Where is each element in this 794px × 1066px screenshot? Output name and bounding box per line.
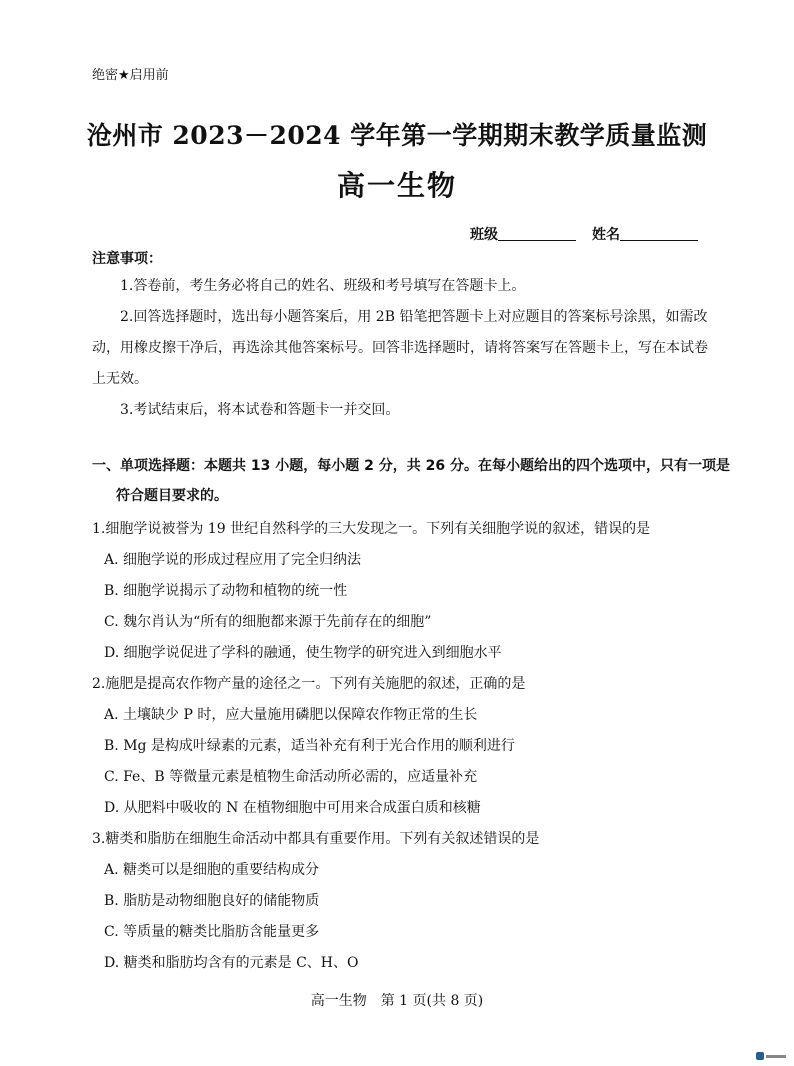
- question-3-option-b: B. 脂肪是动物细胞良好的储能物质: [104, 893, 320, 909]
- question-1-stem: 1.细胞学说被誉为 19 世纪自然科学的三大发现之一。下列有关细胞学说的叙述，错误的是: [92, 521, 651, 537]
- class-label: 班级: [470, 227, 498, 243]
- question-2-option-c: C. Fe、B 等微量元素是植物生命活动所必需的，应适量补充: [104, 769, 478, 785]
- question-1-option-d: D. 细胞学说促进了学科的融通，使生物学的研究进入到细胞水平: [104, 645, 502, 661]
- question-1-option-c: C. 魏尔肖认为“所有的细胞都来源于先前存在的细胞”: [104, 614, 432, 630]
- question-1-option-b: B. 细胞学说揭示了动物和植物的统一性: [104, 583, 348, 599]
- logo-mark: [756, 1052, 764, 1060]
- section-heading: 一、单项选择题：本题共 13 小题，每小题 2 分，共 26 分。在每小题给出的四个选项中，只有一项是符合题目要求的。: [92, 458, 730, 504]
- question-3-option-a: A. 糖类可以是细胞的重要结构成分: [104, 862, 320, 878]
- question-2-option-d: D. 从肥料中吸收的 N 在植物细胞中可用来合成蛋白质和核糖: [104, 800, 481, 816]
- secret-label: 绝密★启用前: [92, 68, 169, 83]
- exam-subject: 高一生物: [336, 169, 457, 202]
- logo-text-bar: [766, 1055, 786, 1058]
- notice-item-3: 3.考试结束后，将本试卷和答题卡一并交回。: [120, 402, 400, 418]
- class-blank[interactable]: [498, 226, 576, 241]
- notice-title: 注意事项：: [92, 251, 162, 267]
- notice-item-1: 1.答卷前，考生务必将自己的姓名、班级和考号填写在答题卡上。: [120, 278, 526, 294]
- question-1-option-a: A. 细胞学说的形成过程应用了完全归纳法: [104, 552, 362, 568]
- question-3-stem: 3.糖类和脂肪在细胞生命活动中都具有重要作用。下列有关叙述错误的是: [92, 831, 540, 847]
- notice-item-2: 2.回答选择题时，选出每小题答案后，用 2B 铅笔把答题卡上对应题目的答案标号涂黑，如需改动，用橡皮擦干净后，再选涂其他答案标号。回答非选择题时，请将答案写在答题卡上，写在本试卷上无效。: [92, 309, 708, 387]
- student-info-fields: [470, 224, 698, 244]
- name-blank[interactable]: [620, 226, 698, 241]
- question-2-option-b: B. Mg 是构成叶绿素的元素，适当补充有利于光合作用的顺利进行: [104, 738, 515, 754]
- question-3-option-d: D. 糖类和脂肪均含有的元素是 C、H、O: [104, 955, 359, 971]
- exam-title: 沧州市 2023－2024 学年第一学期期末教学质量监测: [86, 121, 708, 150]
- question-2-option-a: A. 土壤缺少 P 时，应大量施用磷肥以保障农作物正常的生长: [104, 707, 478, 723]
- page-footer: 高一生物 第 1 页(共 8 页): [310, 993, 484, 1009]
- app-logo-icon: [756, 1052, 788, 1060]
- question-3-option-c: C. 等质量的糖类比脂肪含能量更多: [104, 924, 320, 940]
- question-2-stem: 2.施肥是提高农作物产量的途径之一。下列有关施肥的叙述，正确的是: [92, 676, 526, 692]
- name-label: 姓名: [592, 227, 620, 243]
